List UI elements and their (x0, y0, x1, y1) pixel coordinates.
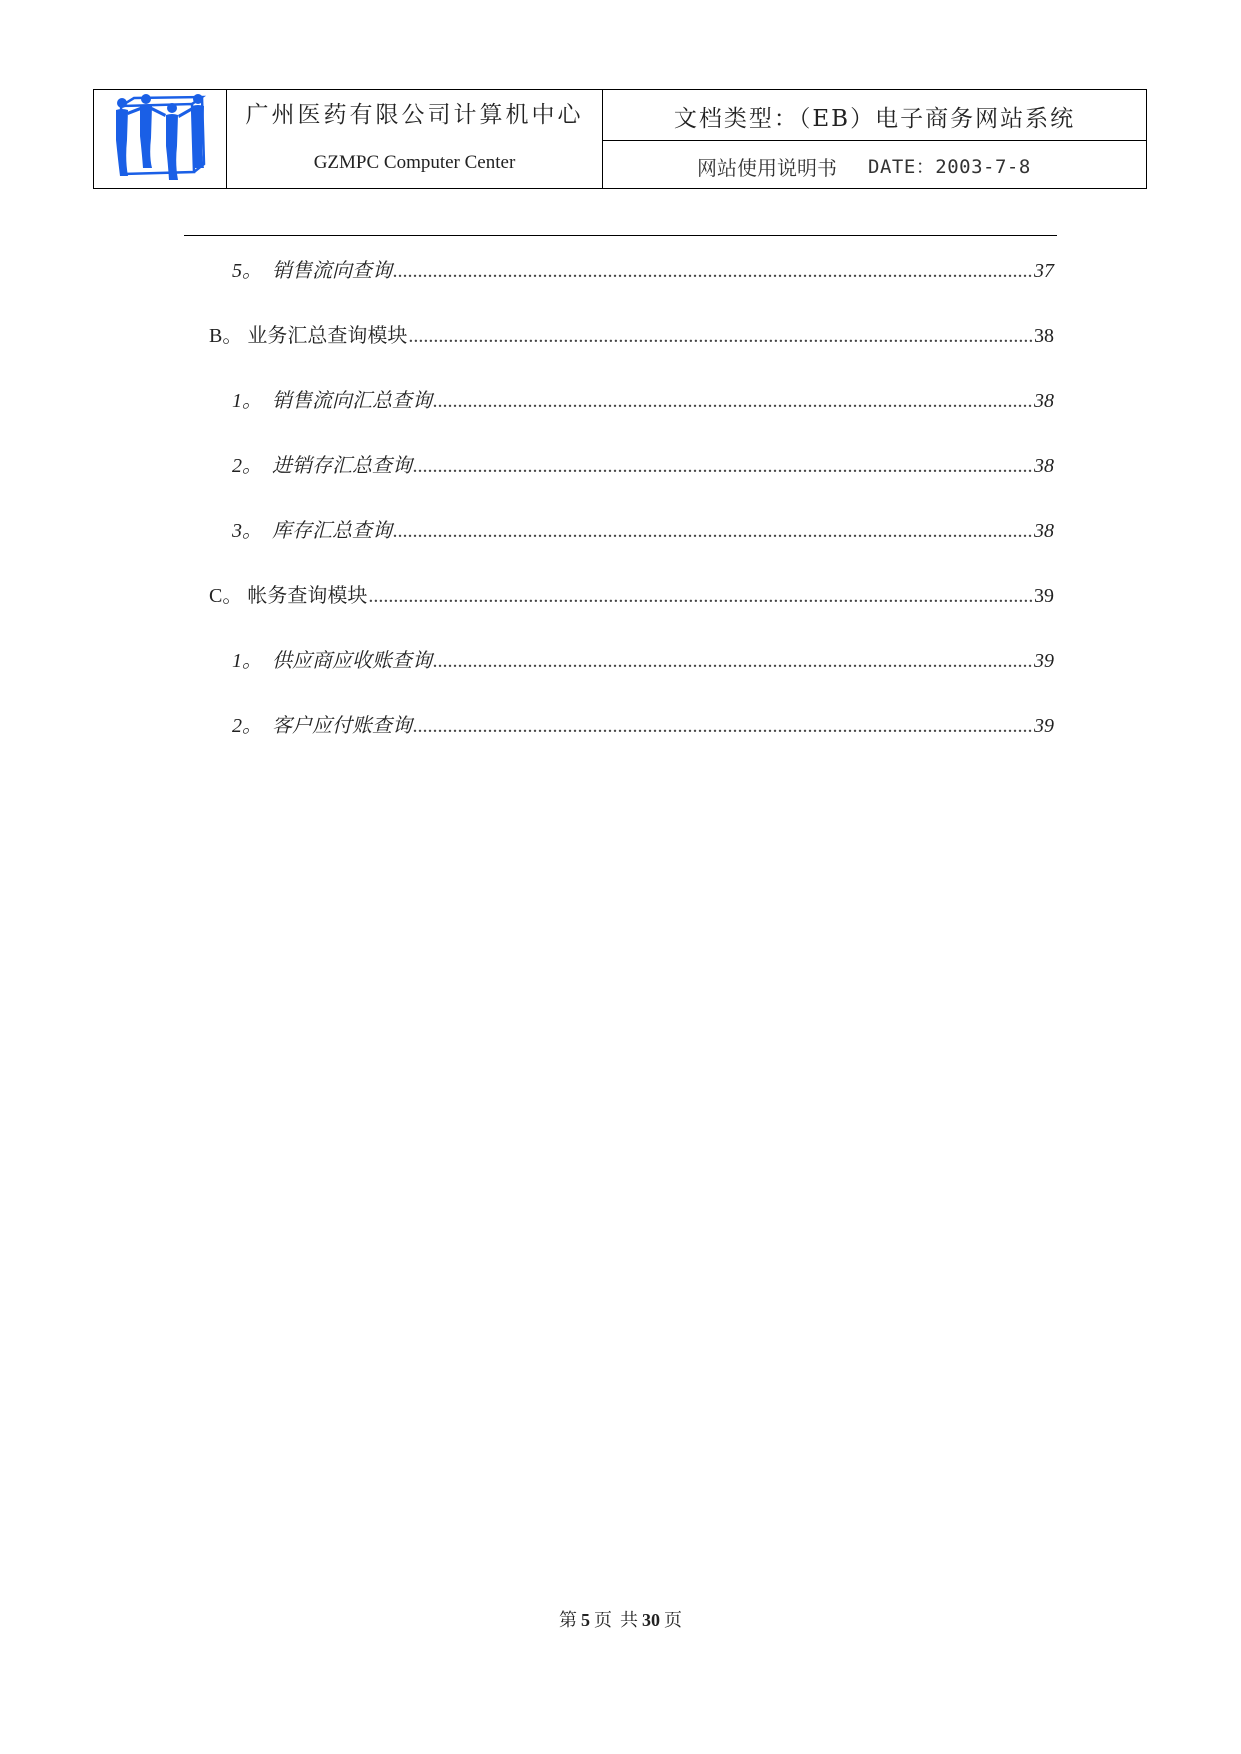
organization-name-en: GZMPC Computer Center (313, 152, 516, 173)
toc-entry-title: 进销存汇总查询 (272, 453, 412, 477)
toc-entry[interactable] (232, 449, 1054, 479)
toc-entry-number: 1。 (232, 390, 272, 412)
company-logo-icon (94, 90, 226, 188)
toc-entry-number: 5。 (232, 260, 272, 282)
organization-name-cn: 广州医药有限公司计算机中心 (245, 102, 584, 128)
toc-entry-page: 38 (1034, 455, 1054, 477)
current-page-number: 5 (581, 1610, 590, 1630)
toc-entry-title: 供应商应收账查询 (272, 648, 432, 672)
toc-entry-title: 库存汇总查询 (272, 518, 392, 542)
toc-entry[interactable] (232, 384, 1054, 414)
toc-entry[interactable] (232, 709, 1054, 739)
toc-entry[interactable] (232, 514, 1054, 544)
total-page-count: 30 (642, 1610, 660, 1630)
toc-entry-page: 39 (1034, 715, 1054, 737)
toc-entry-page: 38 (1034, 520, 1054, 542)
document-type-row (603, 90, 1146, 141)
document-type: 文档类型：（EB）电子商务网站系统 (673, 106, 1076, 132)
toc-leader-dots (393, 520, 1033, 543)
toc-leader-dots (433, 650, 1033, 673)
toc-entry[interactable] (232, 254, 1054, 284)
toc-entry-page: 38 (1034, 325, 1054, 347)
logo-cell (94, 90, 227, 188)
document-name: 网站使用说明书 (697, 156, 837, 180)
toc-entry[interactable] (209, 319, 1054, 349)
document-header (93, 89, 1147, 189)
toc-entry-page: 39 (1034, 650, 1054, 672)
footer-total-unit: 页 (664, 1610, 682, 1631)
footer-prefix: 第 (559, 1610, 577, 1631)
toc-entry-title: 销售流向汇总查询 (272, 388, 432, 412)
toc-entry-page: 37 (1034, 260, 1054, 282)
toc-leader-dots (408, 325, 1033, 348)
document-info-cell (603, 90, 1146, 188)
toc-entry-number: 1。 (232, 650, 272, 672)
toc-leader-dots (413, 455, 1033, 478)
toc-entry-title: 销售流向查询 (272, 258, 392, 282)
toc-entry-number: 3。 (232, 520, 272, 542)
toc-leader-dots (433, 390, 1033, 413)
header-rule (184, 235, 1057, 236)
toc-entry-number: 2。 (232, 455, 272, 477)
toc-entry-title: 帐务查询模块 (247, 583, 368, 607)
toc-entry-title: 客户应付账查询 (272, 713, 412, 737)
organization-cell (227, 90, 603, 188)
toc-entry-number: B。 (209, 325, 248, 347)
toc-leader-dots (368, 585, 1033, 608)
toc-entry[interactable] (232, 644, 1054, 674)
toc-entry-page: 39 (1034, 585, 1054, 607)
footer-page-unit: 页 (594, 1610, 612, 1631)
toc-entry-number: 2。 (232, 715, 272, 737)
toc-leader-dots (413, 715, 1033, 738)
document-date: DATE：2003-7-8 (868, 156, 1031, 178)
toc-leader-dots (393, 260, 1033, 283)
toc-entry-page: 38 (1034, 390, 1054, 412)
footer-total-prefix: 共 (620, 1610, 638, 1631)
toc-entry[interactable] (209, 579, 1054, 609)
document-meta-row (603, 152, 1146, 182)
toc-entry-title: 业务汇总查询模块 (247, 323, 408, 347)
toc-entry-number: C。 (209, 585, 248, 607)
page-footer (0, 1606, 1241, 1632)
